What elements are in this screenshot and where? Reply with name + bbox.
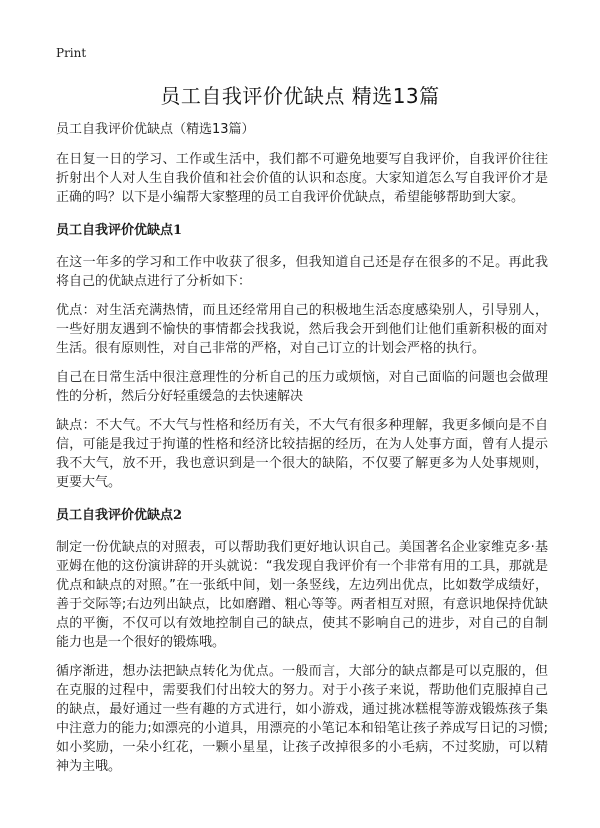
- section-heading-text: 员工自我评价优缺点: [56, 223, 174, 238]
- section-number: 2: [173, 508, 183, 523]
- section-number: 1: [173, 223, 183, 238]
- section-1-paragraph-1: 在这一年多的学习和工作中收获了很多，但我知道自己还是存在很多的不足。再此我将自己的优缺点进行了分析如下：: [56, 255, 548, 289]
- document-subtitle: 员工自我评价优缺点（精选13篇）: [56, 122, 255, 137]
- section-1-paragraph-3: 自己在日常生活中很注意理性的分析自己的压力或烦恼，对自己面临的问题也会做理性的分析，然后分好轻重缓急的去快速解决: [56, 370, 548, 404]
- section-heading-2: [56, 506, 548, 525]
- section-1-paragraph-2: 优点：对生活充满热情，而且还经常用自己的积极地生活态度感染别人，引导别人，一些好朋友遇到不愉快的事情都会找我说，然后我会开到他们让他们重新积极的面对生活。很有原则性，对自己非常的严格，对自己订立的计划会严格的执行。: [56, 303, 548, 356]
- section-1-paragraph-4: 缺点：不大气。不大气与性格和经历有关，不大气有很多种理解，我更多倾向是不自信，可能是我过于拘谨的性格和经济比较拮据的经历，在为人处事方面，曾有人提示我不大气，放不开，我也意识到是一个很大的缺陷，不仅要了解更多为人处事规则，更要大气。: [56, 418, 548, 490]
- intro-paragraph: 在日复一日的学习、工作或生活中，我们都不可避免地要写自我评价，自我评价往往折射出个人对人生自我价值和社会价值的认识和态度。大家知道怎么写自我评价才是正确的吗？以下是小编帮大家整理的员工自我评价优缺点，希望能够帮助到大家。: [56, 152, 548, 205]
- print-link[interactable]: Print: [56, 46, 87, 60]
- section-heading-1: [56, 221, 548, 240]
- document-body: [56, 120, 548, 786]
- section-2-paragraph-2: 循序渐进，想办法把缺点转化为优点。一般而言，大部分的缺点都是可以克服的，但在克服的过程中，需要我们付出较大的努力。对于小孩子来说，帮助他们克服掉自己的缺点，最好通过一些有趣的方式进行，如小游戏，通过挑冰糕棍等游戏锻炼孩子集中注意力的能力;如漂亮的小道具，用漂亮的小笔记本和铅笔让孩子养成写日记的习惯;如小奖励，一朵小红花，一颗小星星，让孩子改掉很多的小毛病，不过奖励，可以精神为主哦。: [56, 664, 548, 774]
- document-title: 员工自我评价优缺点 精选13篇: [160, 84, 440, 108]
- section-heading-text: 员工自我评价优缺点: [56, 508, 174, 523]
- section-2-paragraph-1: 制定一份优缺点的对照表，可以帮助我们更好地认识自己。美国著名企业家维克多·基亚姆在他的这份演讲辞的开头就说：“我发现自我评价有一个非常有用的工具，那就是优点和缺点的对照。”在一张纸中间，划一条竖线，左边列出优点，比如数学成绩好，善于交际等;右边列出缺点，比如磨蹭、粗心等等。两者相互对照，有意识地保持优缺点的平衡，不仅可以有效地控制自己的缺点，使其不影响自己的进步，对自己的自制能力也是一个很好的锻炼哦。: [56, 540, 548, 650]
